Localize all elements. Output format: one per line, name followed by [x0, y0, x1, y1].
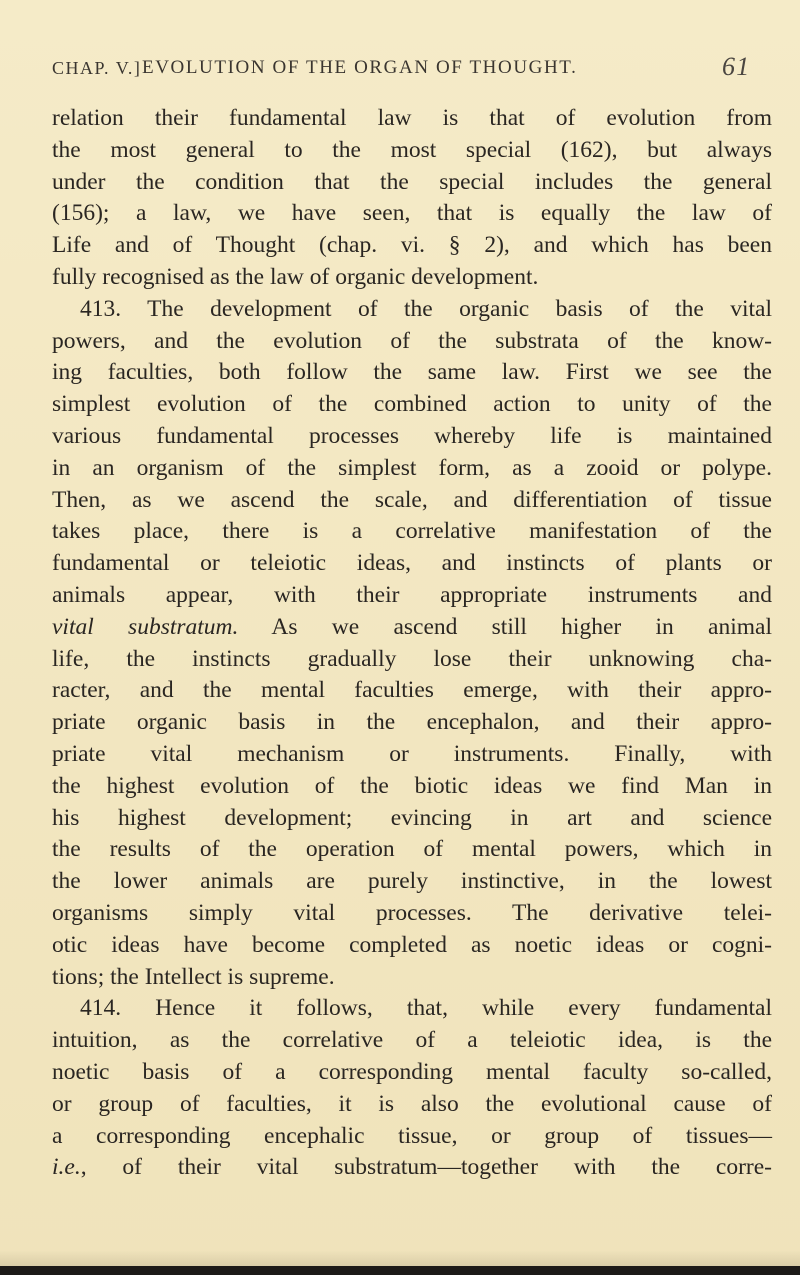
text-line: his highest development; evincing in art and science	[52, 804, 772, 831]
running-title: EVOLUTION OF THE ORGAN OF THOUGHT.	[142, 57, 578, 78]
text-line: the results of the operation of mental powers, which in	[52, 836, 772, 863]
text-line: Life and of Thought (chap. vi. § 2), and which has been	[52, 232, 772, 259]
page-bottom-edge	[0, 1266, 800, 1275]
text-line: racter, and the mental faculties emerge, with their appro-	[52, 677, 772, 704]
text-line: otic ideas have become completed as noetic ideas or cogni-	[52, 931, 772, 958]
text-line: the most general to the most special (162), but always	[52, 136, 772, 163]
running-header	[52, 54, 752, 86]
text-line: i.e., of their vital substratum—together with the corre-	[52, 1154, 772, 1181]
text-line: life, the instincts gradually lose their unknowing cha-	[52, 645, 772, 672]
text-line: the lower animals are purely instinctive, in the lowest	[52, 868, 772, 895]
text-line: fundamental or teleiotic ideas, and instincts of plants or	[52, 550, 772, 577]
text-line: a corresponding encephalic tissue, or group of tissues—	[52, 1122, 772, 1149]
text-line: priate vital mechanism or instruments. Finally, with	[52, 740, 772, 767]
text-line: intuition, as the correlative of a teleiotic idea, is the	[52, 1027, 772, 1054]
text-line: priate organic basis in the encephalon, and their appro-	[52, 709, 772, 736]
chapter-label: CHAP. V.]	[52, 58, 142, 78]
page-number: 61	[722, 52, 751, 81]
text-line: various fundamental processes whereby life is maintained	[52, 422, 772, 449]
text-line: in an organism of the simplest form, as a zooid or polype.	[52, 454, 772, 481]
text-line: ing faculties, both follow the same law. First we see the	[52, 359, 772, 386]
text-line: tions; the Intellect is supreme.	[52, 963, 335, 990]
text-line: powers, and the evolution of the substrata of the know-	[52, 327, 772, 354]
paragraph-413-start: 413. The development of the organic basis of the vital	[80, 295, 772, 322]
text-line: fully recognised as the law of organic development.	[52, 263, 539, 290]
text-line: takes place, there is a correlative manifestation of the	[52, 518, 772, 545]
body-text	[52, 103, 772, 1184]
text-line: under the condition that the special includes the general	[52, 168, 772, 195]
page-edge-shadow	[0, 1250, 800, 1266]
text-line: simplest evolution of the combined action to unity of the	[52, 391, 772, 418]
text-line: relation their fundamental law is that of evolution from	[52, 105, 772, 131]
text-line: (156); a law, we have seen, that is equally the law of	[52, 200, 772, 227]
text-line: the highest evolution of the biotic ideas we find Man in	[52, 772, 772, 799]
text-line: Then, as we ascend the scale, and differentiation of tissue	[52, 486, 772, 513]
text-line: vital substratum. As we ascend still higher in animal	[52, 613, 772, 640]
text-line: animals appear, with their appropriate instruments and	[52, 581, 772, 608]
text-line: organisms simply vital processes. The derivative telei-	[52, 899, 772, 926]
paragraph-414-start: 414. Hence it follows, that, while every fundamental	[80, 995, 772, 1022]
text-line: noetic basis of a corresponding mental faculty so-called,	[52, 1058, 772, 1085]
text-line: or group of faculties, it is also the evolutional cause of	[52, 1090, 772, 1117]
